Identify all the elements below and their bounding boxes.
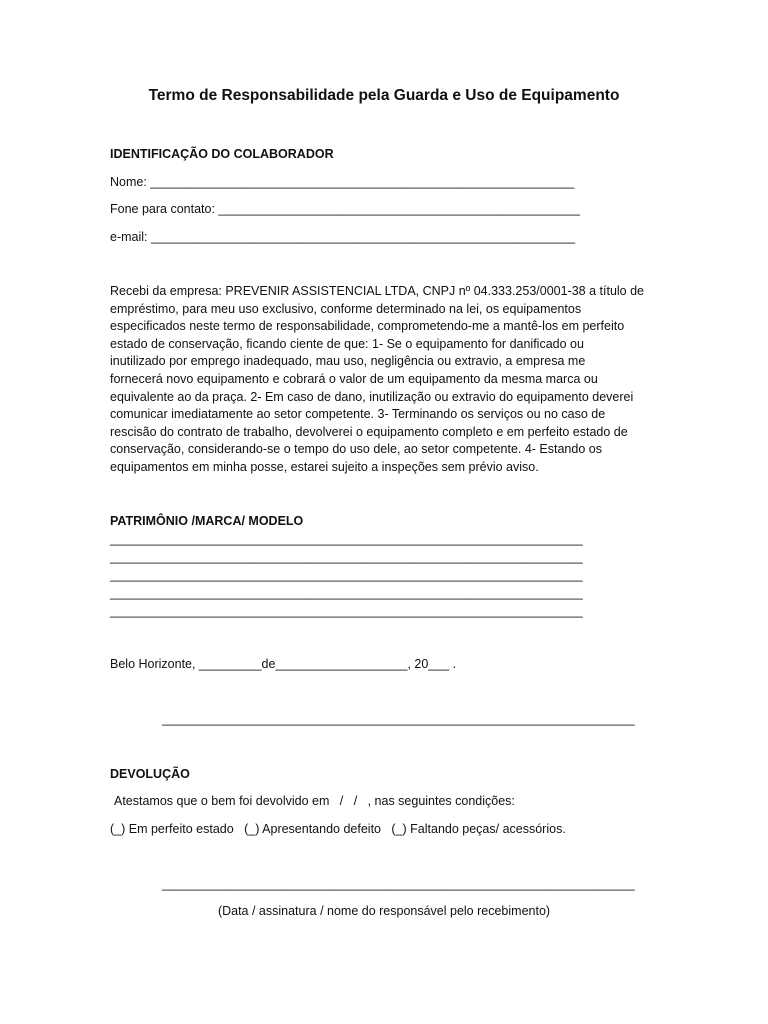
devolucao-heading: DEVOLUÇÃO xyxy=(110,767,190,781)
paragraph-line: estado de conservação, ficando ciente de que: 1- Se o equipamento for danificado ou xyxy=(110,336,584,351)
patrimonio-line: ____________________________________________________________________ xyxy=(110,550,583,564)
devolucao-signature-line: ____________________________________________________________________ xyxy=(162,877,635,891)
paragraph-line: Recebi da empresa: PREVENIR ASSISTENCIAL LTDA, CNPJ nº 04.333.253/0001-38 a título de xyxy=(110,284,645,298)
identificacao-heading: IDENTIFICAÇÃO DO COLABORADOR xyxy=(110,147,334,161)
paragraph-line: comunicar imediatamente ao setor competente. 3- Terminando os serviços ou no caso de xyxy=(110,407,606,422)
paragraph-line: equivalente ao da praça. 2- Em caso de dano, inutilização ou extravio do equipamento deverei xyxy=(110,389,634,404)
paragraph-line: equipamentos em minha posse, estarei sujeito a inspeções sem prévio aviso. xyxy=(110,459,539,474)
devolucao-caption: (Data / assinatura / nome do responsável pelo recebimento) xyxy=(217,904,551,918)
document-title: Termo de Responsabilidade pela Guarda e Uso de Equipamento xyxy=(148,87,620,104)
paragraph-line: especificados neste termo de responsabilidade, comprometendo-me a mantê-los em perfeito xyxy=(110,319,625,334)
devolucao-text: Atestamos que o bem foi devolvido em / / , nas seguintes condições: xyxy=(114,794,515,808)
paragraph-line: fornecerá novo equipamento e cobrará o valor de um equipamento da mesma marca ou xyxy=(110,371,598,386)
fone-field: Fone para contato: ____________________________________________________ xyxy=(110,202,580,216)
email-field: e-mail: _____________________________________________________________ xyxy=(110,230,576,244)
paragraph-line: rescisão do contrato de trabalho, devolverei o equipamento completo e em perfeito estado de xyxy=(110,424,628,439)
nome-field: Nome: _____________________________________________________________ xyxy=(110,175,575,189)
signature-line: ____________________________________________________________________ xyxy=(162,712,635,726)
paragraph-line: conservação, considerando-se o tempo do uso dele, ao setor competente. 4- Estando os xyxy=(110,442,602,457)
patrimonio-heading: PATRIMÔNIO /MARCA/ MODELO xyxy=(110,514,304,528)
paragraph-line: inutilizado por emprego inadequado, mau uso, negligência ou extravio, a empresa me xyxy=(110,354,586,369)
local-data: Belo Horizonte, _________de___________________, 20___ . xyxy=(110,657,457,671)
terms-paragraph xyxy=(110,283,658,477)
patrimonio-line: ____________________________________________________________________ xyxy=(110,568,583,582)
patrimonio-line: ____________________________________________________________________ xyxy=(110,532,583,546)
paragraph-line: empréstimo, para meu uso exclusivo, conforme determinado na lei, os equipamentos xyxy=(110,301,582,316)
patrimonio-line: ____________________________________________________________________ xyxy=(110,586,583,600)
patrimonio-line: ____________________________________________________________________ xyxy=(110,604,583,618)
devolucao-conditions: (_) Em perfeito estado (_) Apresentando defeito (_) Faltando peças/ acessórios. xyxy=(110,822,566,836)
